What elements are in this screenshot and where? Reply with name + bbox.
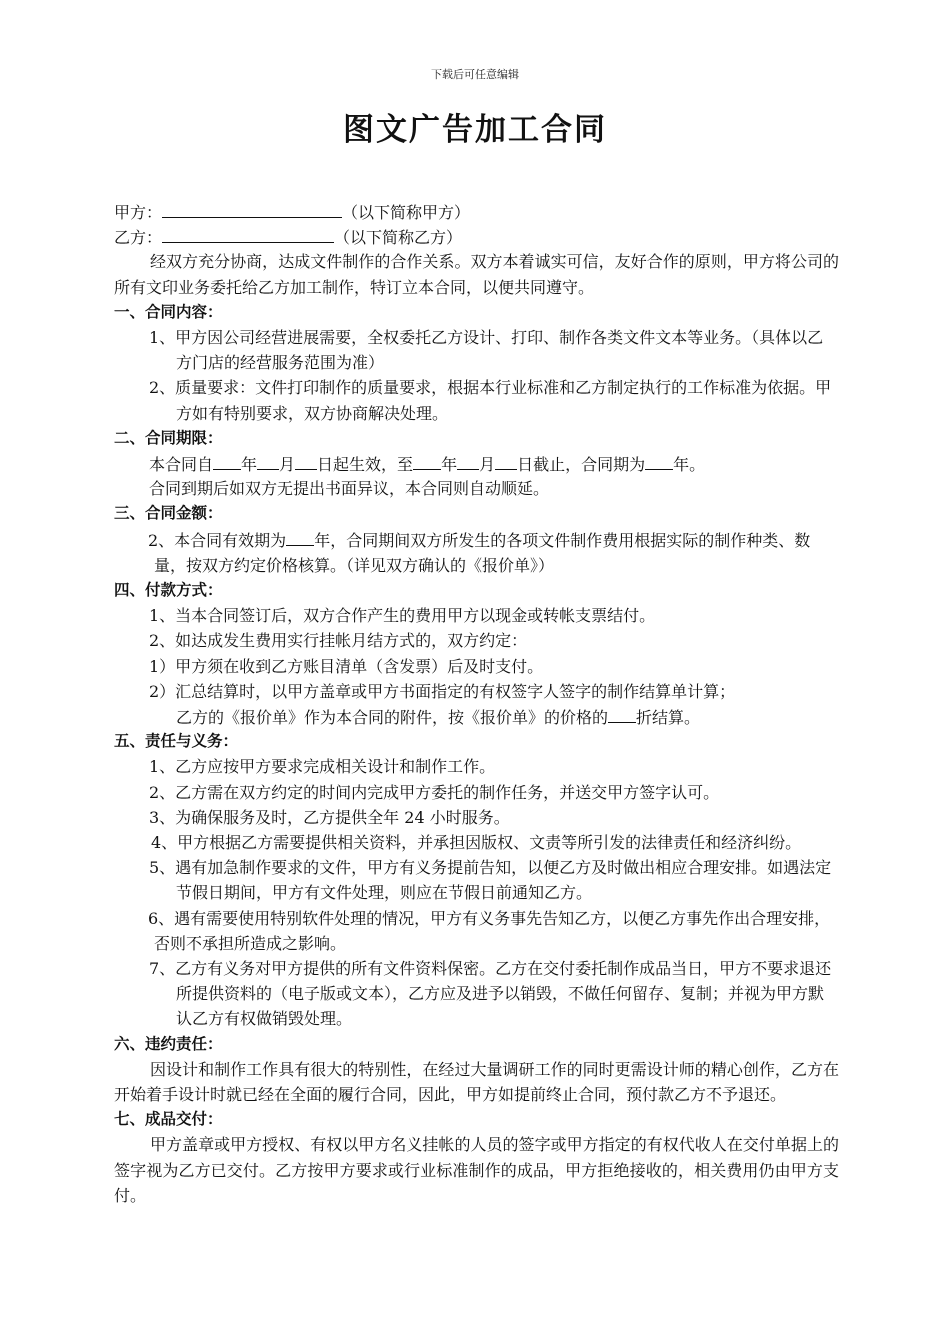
section-7-heading: 七、成品交付： (114, 1110, 223, 1129)
discount-text-b: 折结算。 (636, 707, 701, 727)
s2-renewal-line: 合同到期后如双方无提出书面异议，本合同则自动顺延。 (149, 479, 550, 499)
section-6-heading: 六、违约责任： (114, 1034, 223, 1053)
intro-paragraph: 经双方充分协商，达成文件制作的合作关系。双方本着诚实可信，友好合作的原则，甲方将公司的所有文印业务委托给乙方加工制作，特订立本合同，以便共同遵守。 (114, 252, 839, 297)
term-text-to: 日起生效，至 (317, 455, 414, 474)
discount-blank[interactable] (608, 704, 636, 723)
s4-item-1: 1、当本合同签订后，双方合作产生的费用甲方以现金或转帐支票结付。 (149, 606, 656, 626)
term-text-month: 月 (279, 455, 296, 474)
end-month-blank[interactable] (457, 451, 479, 470)
section-5-heading: 五、责任与义务： (114, 732, 239, 751)
document-title: 图文广告加工合同 (343, 112, 607, 148)
contract-body (114, 199, 839, 1208)
s4-item-2: 2、如达成发生费用实行挂帐月结方式的，双方约定： (149, 631, 528, 651)
s5-item-7: 7、乙方有义务对甲方提供的所有文件资料保密。乙方在交付委托制作成品当日，甲方不要求退还所提供资料的（电子版或文本），乙方应及进予以销毁，不做任何留存、复制；并视为甲方默认乙方有权做销毁处理。 (149, 958, 832, 1029)
term-text-month-2: 月 (479, 455, 496, 474)
s2-term-line (114, 451, 839, 476)
party-a-label: 甲方： (114, 203, 163, 222)
party-b-label: 乙方： (114, 228, 163, 248)
s6-paragraph: 因设计和制作工作具有很大的特别性，在经过大量调研工作的同时更需设计师的精心创作，乙方在开始着手设计时就已经在全面的履行合同，因此，甲方如提前终止合同，预付款乙方不予退还。 (114, 1059, 839, 1104)
end-year-blank[interactable] (413, 451, 441, 470)
s1-item-2: 2、质量要求：文件打印制作的质量要求，根据本行业标准和乙方制定执行的工作标准为依据。甲方如有特别要求，双方协商解决处理。 (149, 378, 832, 423)
term-text-year: 年 (241, 455, 258, 474)
s5-item-3: 3、为确保服务及时，乙方提供全年 24 小时服务。 (149, 807, 510, 827)
s3-item (114, 527, 839, 578)
s5-item-1: 1、乙方应按甲方要求完成相关设计和制作工作。 (149, 757, 496, 777)
section-1-heading: 一、合同内容： (114, 302, 223, 321)
header-note: 下载后可任意编辑 (431, 68, 519, 81)
party-a-suffix: （以下简称甲方） (342, 203, 471, 222)
discount-text-a: 乙方的《报价单》作为本合同的附件，按《报价单》的价格的 (176, 707, 609, 727)
s5-item-6: 6、遇有需要使用特别软件处理的情况，甲方有义务事先告知乙方，以便乙方事先作出合理安排，否则不承担所造成之影响。 (148, 908, 831, 953)
s5-item-5: 5、遇有加急制作要求的文件，甲方有义务提前告知，以便乙方及时做出相应合理安排。如遇法定节假日期间，甲方有文件处理，则应在节假日前通知乙方。 (149, 858, 832, 903)
term-text-period: 日截止，合同期为 (517, 455, 646, 474)
s4-item-3: 1）甲方须在收到乙方账目清单（含发票）后及时支付。 (149, 656, 544, 676)
start-day-blank[interactable] (295, 451, 317, 470)
s7-paragraph: 甲方盖章或甲方授权、有权以甲方名义挂帐的人员的签字或甲方指定的有权代收人在交付单据上的签字视为乙方已交付。乙方按甲方要求或行业标准制作的成品，甲方拒绝接收的，相关费用仍由甲方支付。 (114, 1135, 839, 1205)
party-b-blank[interactable] (162, 224, 334, 243)
section-2-heading: 二、合同期限： (114, 428, 223, 447)
party-b-line (114, 224, 839, 249)
start-year-blank[interactable] (213, 451, 241, 470)
section-3-heading: 三、合同金额： (114, 504, 223, 523)
s3-item-text-b: 年，合同期间双方所发生的各项文件制作费用根据实际的制作种类、数量，按双方约定价格核算。（详见双方确认的《报价单》） (154, 530, 811, 575)
s5-item-4: 4、甲方根据乙方需要提供相关资料，并承担因版权、文责等所引发的法律责任和经济纠纷。 (151, 832, 802, 852)
end-day-blank[interactable] (495, 451, 517, 470)
party-a-line (114, 199, 839, 224)
s4-item-4-line-1: 2）汇总结算时，以甲方盖章或甲方书面指定的有权签字人签字的制作结算单计算； (149, 681, 736, 701)
period-years-blank[interactable] (645, 451, 673, 470)
term-text-start: 本合同自 (149, 455, 214, 474)
s1-item-1: 1、甲方因公司经营进展需要，全权委托乙方设计、打印、制作各类文件文本等业务。（具体以乙方门店的经营服务范围为准） (149, 327, 824, 373)
section-4-heading: 四、付款方式： (114, 580, 223, 599)
party-b-suffix: （以下简称乙方） (334, 228, 463, 248)
validity-years-blank[interactable] (286, 527, 314, 546)
term-text-end: 年。 (673, 455, 706, 474)
s3-item-text-a: 2、本合同有效期为 (148, 530, 287, 550)
party-a-blank[interactable] (162, 199, 342, 218)
term-text-year-2: 年 (441, 455, 458, 474)
s4-item-4-line-2 (114, 704, 839, 729)
start-month-blank[interactable] (257, 451, 279, 470)
s5-item-2: 2、乙方需在双方约定的时间内完成甲方委托的制作任务，并送交甲方签字认可。 (149, 782, 720, 802)
